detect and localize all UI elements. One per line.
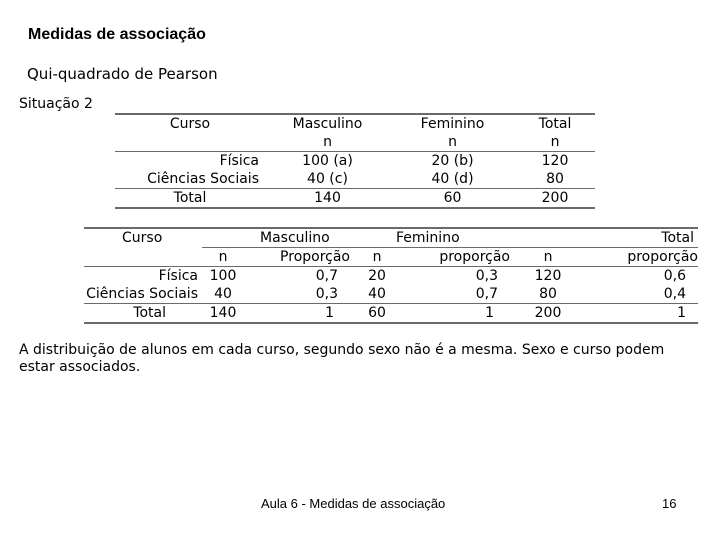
table-cell: 0,7 <box>475 286 498 302</box>
footer-text: Aula 6 - Medidas de associação <box>261 496 446 511</box>
header-feminino: Feminino <box>420 116 485 132</box>
row-label: Física <box>158 268 198 284</box>
table-cell: 80 <box>546 171 564 187</box>
subheader-cell <box>84 248 202 267</box>
subheader-cell <box>115 133 265 152</box>
table-cell: 40 <box>368 286 386 302</box>
row-label: Ciências Sociais <box>86 286 198 302</box>
table-cell: 40 <box>214 286 232 302</box>
conclusion-text: A distribuição de alunos em cada curso, segundo sexo não é a mesma. Sexo e curso podem estar associados. <box>19 342 665 375</box>
table-cell: 60 <box>443 190 462 206</box>
table-cell: 20 (b) <box>431 153 474 169</box>
table-cell: 40 (d) <box>431 171 474 187</box>
table-cell: 1 <box>325 305 334 321</box>
contingency-table <box>115 113 595 209</box>
table-cell: 20 <box>368 268 386 284</box>
table-cell: 0,3 <box>315 286 338 302</box>
total-label: Total <box>173 190 207 206</box>
table-cell: 0,3 <box>475 268 498 284</box>
subheader-cell: proporção <box>627 249 698 265</box>
table-cell: 140 <box>209 305 237 321</box>
header-curso: Curso <box>169 116 211 132</box>
table-cell: 1 <box>677 305 686 321</box>
header-masculino: Masculino <box>292 116 363 132</box>
subheader-cell: n <box>550 134 560 150</box>
table-cell: 0,6 <box>663 268 686 284</box>
table-subheader-row <box>84 248 698 267</box>
page-number: 16 <box>662 496 677 511</box>
table-header-row <box>115 114 595 133</box>
table-cell: 60 <box>368 305 386 321</box>
subheader-cell: n <box>372 249 382 265</box>
table-cell: 200 <box>534 305 562 321</box>
situation-label: Situação 2 <box>19 96 93 112</box>
subtitle: Qui-quadrado de Pearson <box>27 65 218 83</box>
subheader-cell: n <box>448 134 457 150</box>
table-header-row <box>84 228 698 248</box>
table-cell: 100 <box>209 268 237 284</box>
header-feminino: Feminino <box>358 228 518 248</box>
table-cell: 120 <box>541 153 569 169</box>
table-subheader-row <box>115 133 595 152</box>
subheader-cell: n <box>543 249 553 265</box>
table-cell: 200 <box>541 190 569 206</box>
table-cell: 0,7 <box>315 268 338 284</box>
table-cell: 80 <box>539 286 557 302</box>
page-title: Medidas de associação <box>28 26 206 43</box>
subheader-cell: n <box>323 134 332 150</box>
table-cell: 40 (c) <box>307 171 348 187</box>
table-total-row <box>115 189 595 209</box>
proportion-table <box>84 227 698 324</box>
table-row <box>84 285 698 304</box>
table-cell: 1 <box>485 305 494 321</box>
subheader-cell: proporção <box>439 249 510 265</box>
table-cell: 100 (a) <box>302 153 353 169</box>
table-cell: 140 <box>314 190 341 206</box>
header-total: Total <box>518 228 698 248</box>
table-cell: 0,4 <box>663 286 686 302</box>
header-total: Total <box>538 116 572 132</box>
table-row <box>84 267 698 286</box>
header-curso: Curso <box>122 230 163 247</box>
subheader-cell: n <box>218 249 228 265</box>
table-total-row <box>84 304 698 324</box>
row-label: Ciências Sociais <box>147 171 259 187</box>
table-row <box>115 152 595 171</box>
total-label: Total <box>133 305 166 321</box>
table-cell: 120 <box>534 268 562 284</box>
header-masculino: Masculino <box>202 228 358 248</box>
subheader-cell: Proporção <box>280 249 350 265</box>
row-label: Física <box>219 153 259 169</box>
table-row <box>115 170 595 189</box>
